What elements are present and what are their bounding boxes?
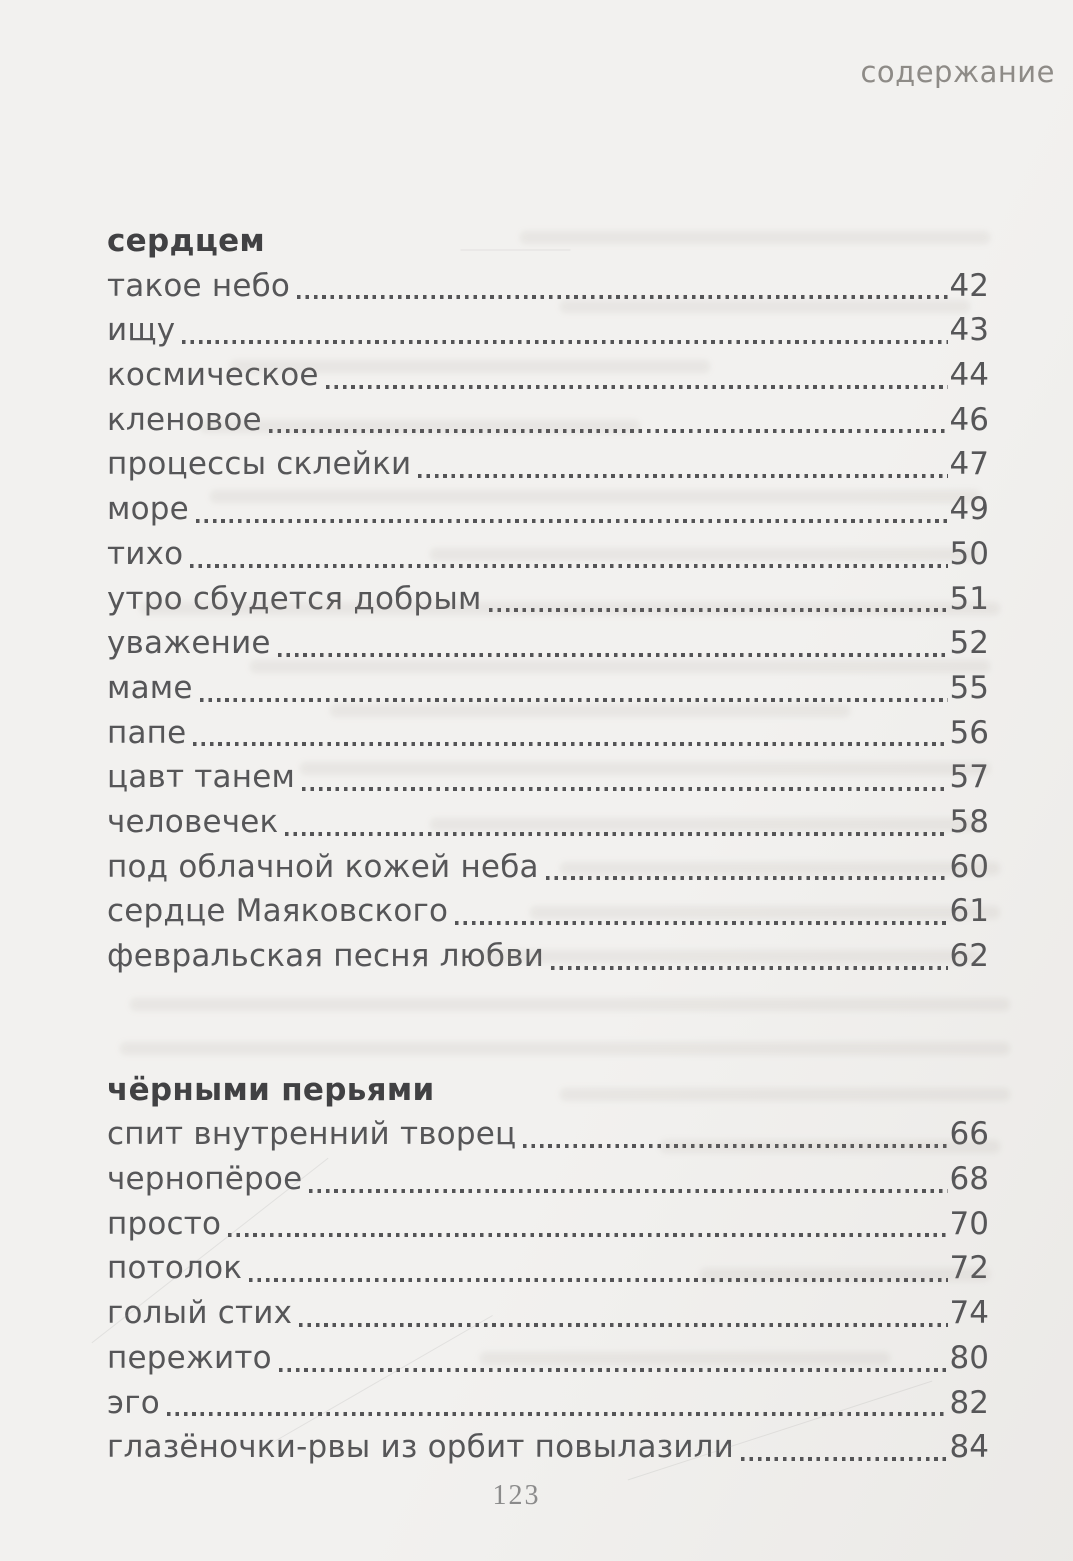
entry-label: маме bbox=[107, 669, 193, 706]
toc-entry bbox=[107, 711, 989, 756]
toc-entry bbox=[107, 889, 989, 934]
entry-label: такое небо bbox=[107, 267, 291, 304]
entry-page-number: 56 bbox=[949, 714, 989, 751]
dotted-leader bbox=[326, 353, 950, 398]
entry-label: глазёночки-рвы из орбит повылазили bbox=[107, 1429, 735, 1466]
toc-entry bbox=[107, 264, 989, 309]
toc-entry bbox=[107, 621, 989, 666]
toc-entry bbox=[107, 1112, 989, 1157]
dotted-leader bbox=[193, 711, 949, 756]
entry-label: тихо bbox=[107, 535, 184, 572]
dotted-leader bbox=[523, 1112, 949, 1157]
entry-page-number: 42 bbox=[949, 267, 989, 304]
entry-page-number: 66 bbox=[949, 1116, 989, 1153]
dotted-leader bbox=[285, 800, 949, 845]
entry-page-number: 46 bbox=[949, 401, 989, 438]
entry-page-number: 60 bbox=[949, 848, 989, 885]
entry-page-number: 61 bbox=[949, 893, 989, 930]
entry-label: пережито bbox=[107, 1339, 272, 1376]
dotted-leader bbox=[741, 1425, 950, 1470]
entry-label: кленовое bbox=[107, 401, 262, 438]
dotted-leader bbox=[297, 264, 949, 309]
dotted-leader bbox=[546, 845, 950, 890]
entry-page-number: 50 bbox=[949, 535, 989, 572]
toc-entry bbox=[107, 1425, 989, 1470]
entry-label: человечек bbox=[107, 803, 279, 840]
dotted-leader bbox=[455, 889, 949, 934]
dotted-leader bbox=[249, 1246, 949, 1291]
dotted-leader bbox=[489, 577, 950, 622]
entry-label: ищу bbox=[107, 312, 176, 349]
dotted-leader bbox=[309, 1157, 949, 1202]
entry-page-number: 57 bbox=[949, 759, 989, 796]
entry-label: февральская песня любви bbox=[107, 938, 545, 974]
dotted-leader bbox=[278, 621, 950, 666]
entry-page-number: 74 bbox=[949, 1295, 989, 1332]
toc-entry bbox=[107, 487, 989, 532]
entry-label: голый стих bbox=[107, 1295, 293, 1332]
entry-label: цавт танем bbox=[107, 759, 296, 796]
entry-page-number: 72 bbox=[949, 1250, 989, 1287]
toc-entry bbox=[107, 442, 989, 487]
entry-page-number: 68 bbox=[949, 1161, 989, 1198]
dotted-leader bbox=[228, 1202, 949, 1247]
entry-label: море bbox=[107, 491, 189, 528]
entry-page-number: 62 bbox=[949, 938, 989, 974]
dotted-leader bbox=[302, 755, 949, 800]
section-title: чёрными перьями bbox=[107, 1071, 435, 1108]
entry-label: эго bbox=[107, 1384, 160, 1421]
entry-page-number: 52 bbox=[949, 625, 989, 662]
entry-label: космическое bbox=[107, 357, 319, 394]
dotted-leader bbox=[551, 934, 949, 979]
toc-section bbox=[107, 219, 989, 979]
entry-label: сердце Маяковского bbox=[107, 893, 449, 930]
entry-label: уважение bbox=[107, 625, 271, 662]
toc-entry bbox=[107, 755, 989, 800]
entry-page-number: 84 bbox=[949, 1429, 989, 1466]
toc-entry bbox=[107, 577, 989, 622]
toc-entry bbox=[107, 308, 989, 353]
toc-entry bbox=[107, 666, 989, 711]
toc-entry bbox=[107, 1291, 989, 1336]
dotted-leader bbox=[190, 532, 949, 577]
entry-page-number: 44 bbox=[949, 357, 989, 394]
dotted-leader bbox=[299, 1291, 949, 1336]
toc-entry bbox=[107, 934, 989, 979]
toc-entry bbox=[107, 845, 989, 890]
entry-label: процессы склейки bbox=[107, 446, 412, 483]
toc-entry bbox=[107, 353, 989, 398]
dotted-leader bbox=[167, 1381, 950, 1426]
toc-entry bbox=[107, 532, 989, 577]
entry-label: спит внутренний творец bbox=[107, 1116, 517, 1153]
toc-section-header-row bbox=[107, 219, 989, 264]
entry-page-number: 47 bbox=[949, 446, 989, 483]
toc-entry bbox=[107, 398, 989, 443]
entry-page-number: 80 bbox=[949, 1339, 989, 1376]
toc-entry bbox=[107, 1157, 989, 1202]
entry-label: чернопёрое bbox=[107, 1161, 303, 1198]
toc-entry bbox=[107, 800, 989, 845]
toc-section bbox=[107, 1068, 989, 1470]
dotted-leader bbox=[418, 442, 949, 487]
entry-page-number: 51 bbox=[949, 580, 989, 617]
table-of-contents bbox=[107, 219, 989, 1470]
entry-label: папе bbox=[107, 714, 187, 751]
toc-section-header-row bbox=[107, 1068, 989, 1113]
dotted-leader bbox=[182, 308, 949, 353]
dotted-leader bbox=[269, 398, 950, 443]
entry-label: потолок bbox=[107, 1250, 243, 1287]
entry-page-number: 82 bbox=[949, 1384, 989, 1421]
entry-page-number: 49 bbox=[949, 491, 989, 528]
entry-page-number: 55 bbox=[949, 669, 989, 706]
toc-entry bbox=[107, 1202, 989, 1247]
entry-page-number: 58 bbox=[949, 803, 989, 840]
entry-label: под облачной кожей неба bbox=[107, 848, 539, 885]
page-title: содержание bbox=[860, 55, 1055, 89]
dotted-leader bbox=[279, 1336, 950, 1381]
toc-entry bbox=[107, 1381, 989, 1426]
toc-entry bbox=[107, 1246, 989, 1291]
dotted-leader bbox=[196, 487, 950, 532]
folio-page-number: 123 bbox=[492, 1480, 541, 1511]
entry-label: утро сбудется добрым bbox=[107, 580, 482, 617]
dotted-leader bbox=[200, 666, 950, 711]
toc-entry bbox=[107, 1336, 989, 1381]
entry-page-number: 43 bbox=[949, 312, 989, 349]
entry-label: просто bbox=[107, 1205, 222, 1242]
section-title: сердцем bbox=[107, 223, 266, 259]
entry-page-number: 70 bbox=[949, 1205, 989, 1242]
